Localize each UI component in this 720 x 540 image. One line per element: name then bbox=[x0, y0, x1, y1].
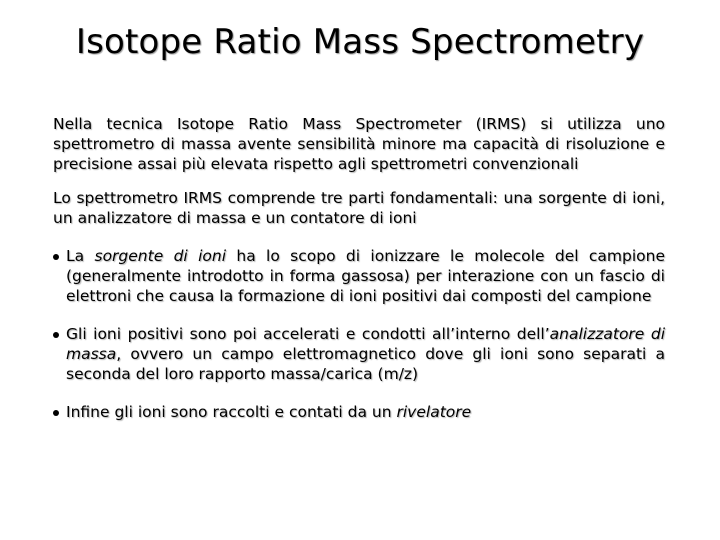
bullet-list bbox=[53, 246, 665, 422]
bullet-emphasis: rivelatore bbox=[396, 403, 472, 421]
bullet-item-ion-source bbox=[53, 246, 665, 306]
bullet-icon bbox=[53, 332, 59, 338]
bullet-icon bbox=[53, 410, 59, 416]
slide-title: Isotope Ratio Mass Spectrometry bbox=[75, 22, 645, 62]
bullet-icon bbox=[53, 254, 59, 260]
bullet-text-pre: Infine gli ioni sono raccolti e contati da un bbox=[66, 403, 397, 421]
bullet-text-pre: La bbox=[66, 247, 95, 265]
intro-paragraph: Nella tecnica Isotope Ratio Mass Spectrometer (IRMS) si utilizza uno spettrometro di massa avente sensibilità minore ma capacità di risoluzione e precisione assai più elevata rispetto agli spettrometri convenzionali bbox=[53, 115, 665, 173]
bullet-text-post: ha lo scopo di ionizzare le molecole del campione (generalmente introdotto in forma gassosa) per interazione con un fascio di elettroni che causa la formazione di ioni positivi dai composti del campione bbox=[66, 247, 666, 305]
components-paragraph: Lo spettrometro IRMS comprende tre parti fondamentali: una sorgente di ioni, un analizzatore di massa e un contatore di ioni bbox=[53, 189, 665, 227]
bullet-text-post: , ovvero un campo elettromagnetico dove gli ioni sono separati a seconda del loro rapporto massa/carica (m/z) bbox=[66, 345, 665, 383]
bullet-emphasis: sorgente di ioni bbox=[94, 247, 227, 265]
bullet-item-detector bbox=[53, 402, 665, 422]
bullet-item-mass-analyzer bbox=[53, 324, 665, 384]
bullet-text-pre: Gli ioni positivi sono poi accelerati e condotti all’interno dell’ bbox=[66, 325, 550, 343]
slide-body bbox=[53, 114, 665, 440]
bullet-emphasis: analizzatore di massa bbox=[66, 325, 666, 363]
